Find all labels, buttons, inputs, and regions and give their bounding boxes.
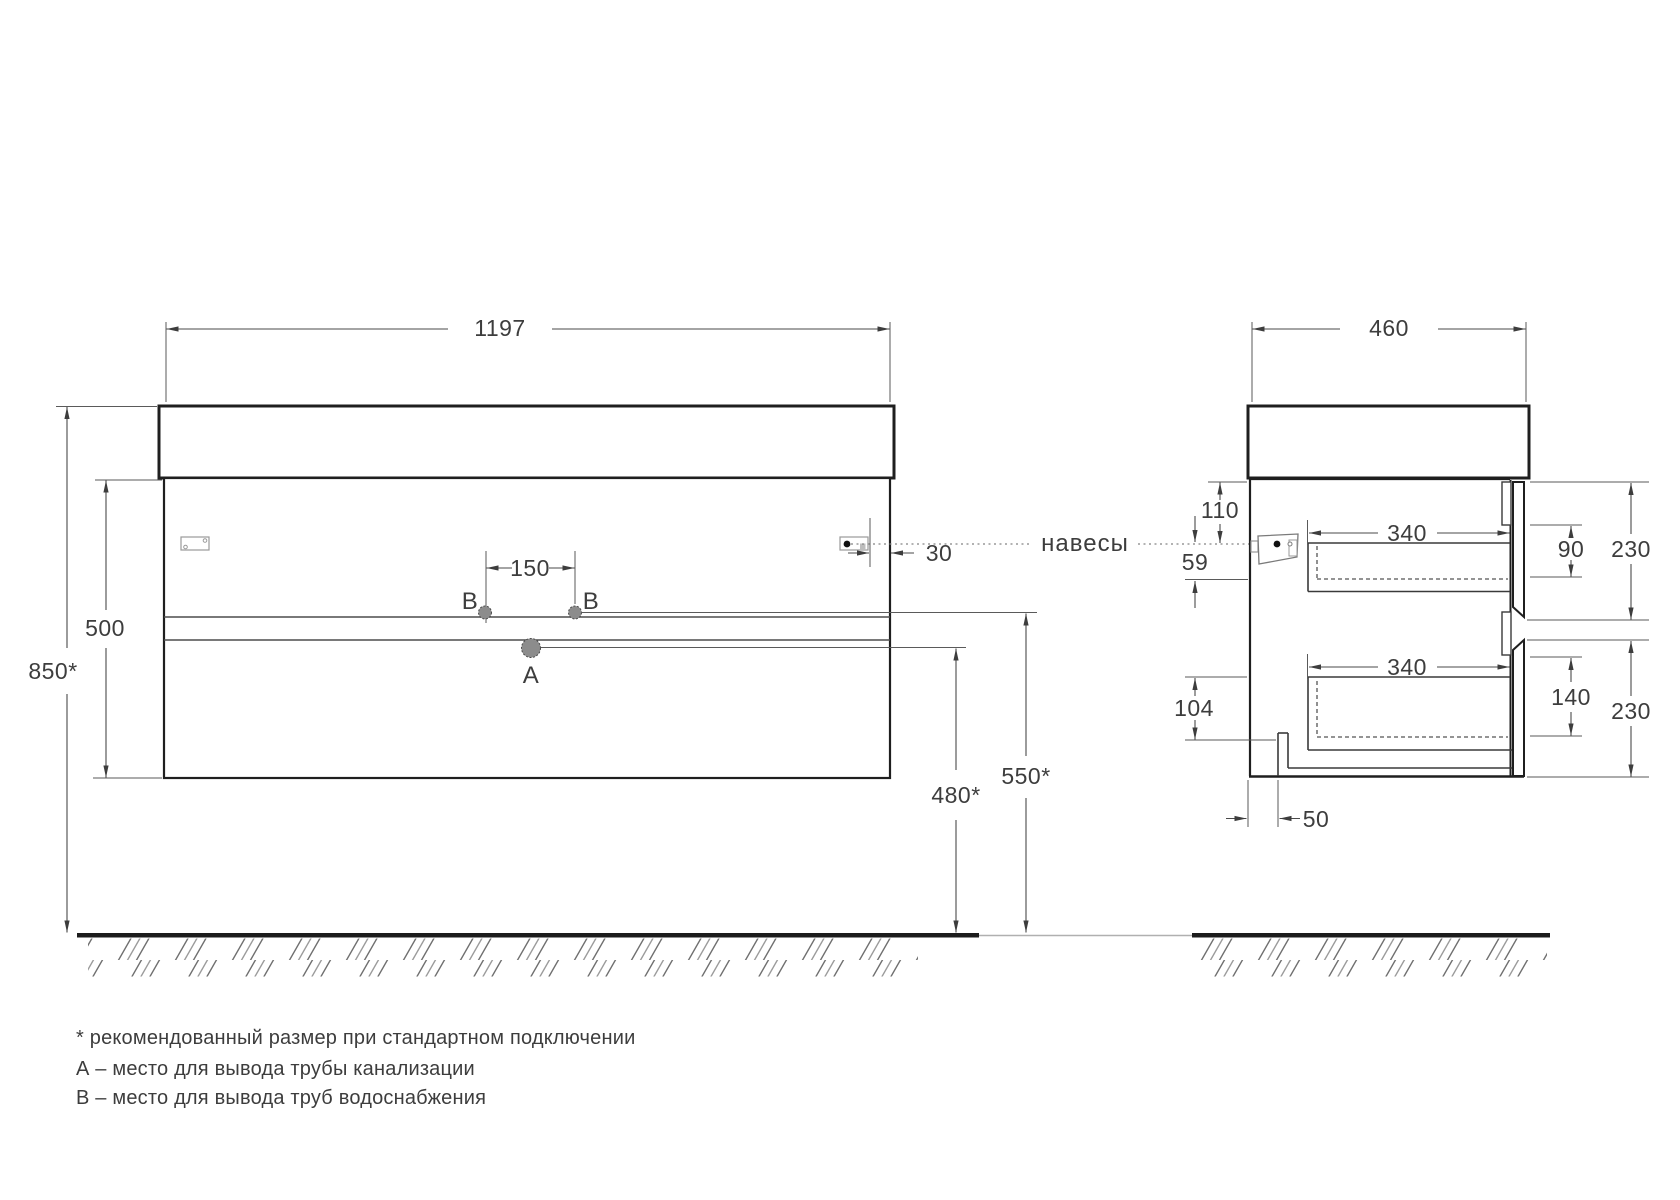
dim-lower-handle-drop xyxy=(1530,657,1591,736)
front-cabinet-body xyxy=(164,478,890,778)
dim-lower-drawer-depth xyxy=(1308,654,1510,680)
svg-text:460: 460 xyxy=(1369,315,1409,341)
label-hole-a: А xyxy=(522,662,540,689)
front-left-hanger-bracket xyxy=(181,537,209,550)
legend-note-b: В – место для вывода труб водоснабжения xyxy=(76,1087,487,1109)
drain-hole-a xyxy=(522,639,541,658)
side-upper-drawer-box xyxy=(1308,543,1510,592)
floor-hatch-right xyxy=(1197,939,1547,977)
legend-note-asterisk: * рекомендованный размер при стандартном подключении xyxy=(76,1027,636,1049)
svg-text:500: 500 xyxy=(85,615,125,641)
svg-text:230: 230 xyxy=(1611,536,1651,562)
floor xyxy=(77,933,1550,977)
svg-text:340: 340 xyxy=(1387,520,1427,546)
floor-line-right xyxy=(1192,933,1550,938)
svg-text:850*: 850* xyxy=(28,658,78,684)
floor-hatch-left xyxy=(88,939,918,977)
front-countertop xyxy=(159,406,894,478)
side-hanger-bracket xyxy=(1251,534,1298,564)
hangers-label: навесы xyxy=(1041,530,1129,557)
dim-total-height xyxy=(28,407,157,933)
legend xyxy=(76,1027,635,1109)
side-lower-drawer-front xyxy=(1513,640,1524,776)
supply-hole-b-right xyxy=(569,606,582,619)
legend-note-a: А – место для вывода трубы канализации xyxy=(76,1058,475,1080)
label-hole-b-left: В xyxy=(461,588,479,615)
svg-text:30: 30 xyxy=(925,540,953,566)
side-upper-drawer-front xyxy=(1513,482,1524,617)
svg-text:140: 140 xyxy=(1551,684,1591,710)
dim-lower-drawer-inner-height xyxy=(1174,677,1276,740)
dim-bracket-drop xyxy=(1182,516,1248,608)
svg-text:90: 90 xyxy=(1557,536,1585,562)
front-view xyxy=(28,315,1262,933)
dim-front-width xyxy=(166,315,890,402)
dim-depth xyxy=(1252,315,1526,402)
svg-text:230: 230 xyxy=(1611,698,1651,724)
dim-bracket-top-offset xyxy=(1201,482,1247,543)
svg-text:59: 59 xyxy=(1181,549,1209,575)
svg-text:480*: 480* xyxy=(931,782,981,808)
side-lower-handle-recess xyxy=(1502,612,1511,655)
side-countertop xyxy=(1248,406,1529,478)
svg-text:50: 50 xyxy=(1302,806,1330,832)
dim-cabinet-height xyxy=(85,480,162,778)
svg-text:104: 104 xyxy=(1174,695,1214,721)
label-hole-b-right: В xyxy=(582,588,600,615)
dim-drain-side-offset xyxy=(1226,780,1329,832)
supply-hole-b-left xyxy=(479,606,492,619)
side-drain-pipe xyxy=(1278,733,1512,776)
dim-supply-height xyxy=(1001,614,1050,933)
svg-text:1197: 1197 xyxy=(474,315,526,341)
svg-text:150: 150 xyxy=(510,555,550,581)
side-view xyxy=(1174,315,1651,832)
svg-text:550*: 550* xyxy=(1001,763,1051,789)
dim-upper-drawer-inner-height xyxy=(1530,525,1584,577)
dim-upper-drawer-depth xyxy=(1308,520,1510,546)
side-upper-handle-recess xyxy=(1502,482,1511,525)
dim-drain-height xyxy=(931,649,980,933)
dim-upper-front-height xyxy=(1527,482,1651,620)
svg-text:340: 340 xyxy=(1387,654,1427,680)
svg-text:110: 110 xyxy=(1200,497,1240,523)
floor-line-left xyxy=(77,933,979,938)
side-lower-drawer-box xyxy=(1308,677,1512,750)
